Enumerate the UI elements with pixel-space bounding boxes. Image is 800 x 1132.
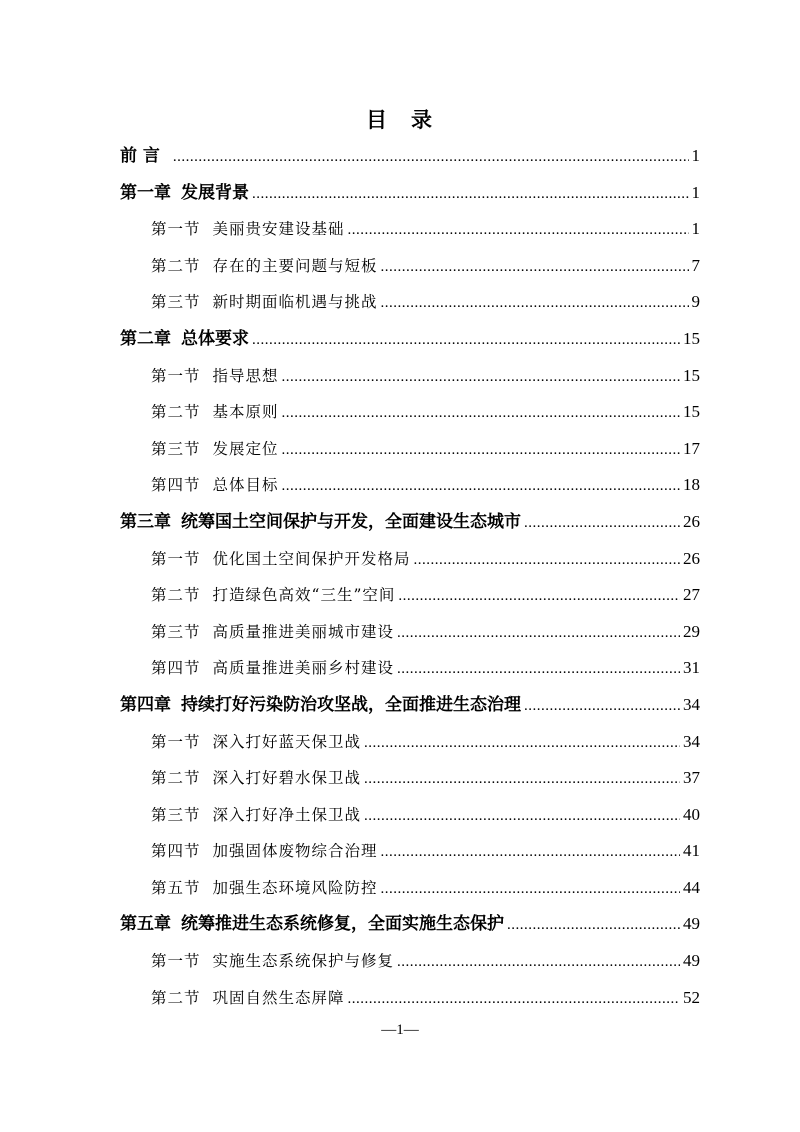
toc-entry-prefix: 第五节: [151, 878, 201, 897]
toc-dot-leader: [381, 834, 680, 871]
toc-chapter-entry[interactable]: [120, 138, 700, 175]
toc-entry-prefix: 第三节: [151, 622, 201, 641]
toc-dot-leader: [364, 798, 680, 835]
toc-section-entry[interactable]: [120, 394, 700, 431]
toc-entry-text: 高质量推进美丽乡村建设: [212, 659, 395, 678]
toc-page-number: 26: [683, 548, 700, 568]
toc-entry-label: [151, 577, 395, 614]
toc-page-number: 18: [683, 475, 700, 495]
toc-entry-label: [120, 906, 504, 943]
toc-section-entry[interactable]: [120, 248, 700, 285]
toc-entry-prefix: 第二节: [151, 256, 201, 275]
toc-entry-label: [151, 248, 378, 285]
toc-page-number: 1: [691, 182, 700, 202]
toc-section-entry[interactable]: [120, 467, 700, 504]
toc-entry-label: [151, 943, 394, 980]
toc-page-number: 1: [691, 219, 700, 239]
toc-page-number: 17: [683, 438, 700, 458]
toc-page-number: 31: [683, 658, 700, 678]
toc-entry-prefix: 第三节: [151, 439, 201, 458]
toc-chapter-entry[interactable]: [120, 687, 700, 724]
toc-dot-leader: [381, 285, 689, 322]
toc-page-number: 9: [691, 292, 700, 312]
toc-entry-text: 高质量推进美丽城市建设: [212, 622, 395, 641]
toc-page-number: 49: [683, 951, 700, 971]
toc-entry-label: [151, 614, 394, 651]
toc-entry-prefix: 第二节: [151, 769, 201, 788]
toc-dot-leader: [348, 981, 680, 1018]
toc-entry-label: [151, 541, 411, 578]
toc-entry-prefix: 第一节: [151, 366, 201, 385]
toc-page-number: 34: [683, 731, 700, 751]
toc-section-entry[interactable]: [120, 760, 700, 797]
toc-page-number: 49: [683, 914, 700, 934]
toc-chapter-entry[interactable]: [120, 504, 700, 541]
toc-entry-text: 总体目标: [212, 476, 279, 495]
toc-entry-prefix: 第四节: [151, 842, 201, 861]
toc-page-number: 40: [683, 804, 700, 824]
toc-dot-leader: [524, 505, 680, 542]
toc-section-entry[interactable]: [120, 980, 700, 1017]
toc-entry-prefix: 第二节: [151, 988, 201, 1007]
toc-page-number: 29: [683, 621, 700, 641]
toc-page-number: 34: [683, 694, 700, 714]
toc-page-number: 15: [683, 365, 700, 385]
toc-entry-text: 巩固自然生态屏障: [212, 988, 345, 1007]
toc-entry-label: [151, 431, 279, 468]
toc-entry-prefix: 第四节: [151, 659, 201, 678]
toc-entry-label: [151, 980, 345, 1017]
toc-entry-label: [151, 724, 361, 761]
toc-dot-leader: [364, 761, 680, 798]
toc-dot-leader: [282, 468, 680, 505]
toc-title: [0, 104, 800, 134]
table-of-contents: [120, 138, 700, 1016]
toc-entry-text: 深入打好净土保卫战: [212, 805, 362, 824]
toc-section-entry[interactable]: [120, 797, 700, 834]
toc-entry-label: [151, 394, 279, 431]
toc-section-entry[interactable]: [120, 358, 700, 395]
toc-page-number: 1: [691, 146, 700, 165]
toc-dot-leader: [282, 395, 680, 432]
toc-entry-label: [120, 175, 249, 212]
toc-page-number: 44: [683, 877, 700, 897]
toc-section-entry[interactable]: [120, 724, 700, 761]
toc-title-part2: 录: [411, 108, 434, 132]
toc-entry-text: 存在的主要问题与短板: [212, 256, 378, 275]
toc-chapter-entry[interactable]: [120, 321, 700, 358]
toc-dot-leader: [397, 615, 680, 652]
toc-entry-label: [151, 833, 378, 870]
toc-dot-leader: [381, 871, 680, 908]
toc-title-part1: 目: [366, 108, 389, 132]
toc-dot-leader: [397, 651, 680, 688]
toc-entry-prefix: 第三节: [151, 805, 201, 824]
toc-entry-prefix: 第四节: [151, 476, 201, 495]
toc-entry-label: [120, 138, 170, 175]
toc-entry-prefix: 第五章: [120, 914, 171, 935]
toc-entry-label: [151, 284, 378, 321]
toc-section-entry[interactable]: [120, 431, 700, 468]
toc-entry-label: [120, 687, 521, 724]
toc-chapter-entry[interactable]: [120, 175, 700, 212]
toc-dot-leader: [507, 907, 680, 944]
toc-entry-prefix: 第一节: [151, 952, 201, 971]
toc-entry-text: 持续打好污染防治攻坚战，全面推进生态治理: [181, 694, 521, 715]
toc-entry-label: [151, 870, 378, 907]
toc-entry-prefix: 第一章: [120, 182, 171, 203]
toc-entry-prefix: 第一节: [151, 549, 201, 568]
toc-entry-text: 优化国土空间保护开发格局: [212, 549, 411, 568]
toc-dot-leader: [282, 359, 680, 396]
toc-entry-text: 统筹国土空间保护与开发，全面建设生态城市: [181, 511, 521, 532]
toc-section-entry[interactable]: [120, 614, 700, 651]
toc-dot-leader: [252, 322, 680, 359]
toc-entry-text: 基本原则: [212, 403, 279, 422]
toc-dot-leader: [524, 688, 680, 725]
toc-section-entry[interactable]: [120, 833, 700, 870]
toc-entry-text: 打造绿色高效“三生”空间: [212, 586, 396, 605]
toc-dot-leader: [252, 176, 689, 213]
toc-entry-prefix: 第一节: [151, 732, 201, 751]
toc-dot-leader: [397, 944, 680, 981]
toc-section-entry[interactable]: [120, 650, 700, 687]
toc-entry-text: 深入打好碧水保卫战: [212, 769, 362, 788]
toc-dot-leader: [282, 432, 680, 469]
toc-section-entry[interactable]: [120, 284, 700, 321]
toc-dot-leader: [348, 212, 689, 249]
toc-entry-text: 深入打好蓝天保卫战: [212, 732, 362, 751]
toc-section-entry[interactable]: [120, 541, 700, 578]
toc-dot-leader: [364, 725, 680, 762]
toc-dot-leader: [173, 139, 689, 176]
toc-page-number: 26: [683, 511, 700, 531]
toc-dot-leader: [414, 542, 680, 579]
toc-entry-prefix: 第一节: [151, 220, 201, 239]
toc-page-number: 15: [683, 328, 700, 348]
toc-page-number: 15: [683, 402, 700, 422]
toc-entry-text: 加强固体废物综合治理: [212, 842, 378, 861]
toc-entry-prefix: 第四章: [120, 694, 171, 715]
toc-section-entry[interactable]: [120, 943, 700, 980]
toc-chapter-entry[interactable]: [120, 906, 700, 943]
toc-entry-prefix: 第二节: [151, 586, 201, 605]
toc-entry-label: [151, 650, 394, 687]
toc-entry-text: 实施生态系统保护与修复: [212, 952, 395, 971]
toc-page-number: 37: [683, 768, 700, 788]
toc-entry-text: 发展背景: [181, 182, 249, 203]
toc-entry-label: [120, 321, 249, 358]
toc-entry-text: 发展定位: [212, 439, 279, 458]
page-number-footer: —1—: [381, 1022, 419, 1038]
toc-page-number: 41: [683, 841, 700, 861]
toc-entry-label: [151, 467, 279, 504]
toc-section-entry[interactable]: [120, 870, 700, 907]
toc-page-number: 52: [683, 987, 700, 1007]
toc-entry-prefix: 前 言: [120, 146, 160, 166]
toc-entry-label: [120, 504, 521, 541]
toc-entry-prefix: 第三节: [151, 293, 201, 312]
toc-entry-text: 统筹推进生态系统修复，全面实施生态保护: [181, 914, 504, 935]
toc-entry-prefix: 第二节: [151, 403, 201, 422]
toc-page-number: 27: [683, 585, 700, 605]
toc-entry-prefix: 第二章: [120, 328, 171, 349]
toc-entry-text: 美丽贵安建设基础: [212, 220, 345, 239]
toc-page-number: 7: [691, 255, 700, 275]
toc-entry-prefix: 第三章: [120, 511, 171, 532]
toc-entry-text: 新时期面临机遇与挑战: [212, 293, 378, 312]
toc-entry-text: 总体要求: [181, 328, 249, 349]
toc-entry-label: [151, 358, 279, 395]
toc-entry-label: [151, 797, 361, 834]
toc-section-entry[interactable]: [120, 211, 700, 248]
toc-entry-text: 指导思想: [212, 366, 279, 385]
toc-entry-label: [151, 760, 361, 797]
toc-dot-leader: [381, 249, 689, 286]
toc-section-entry[interactable]: [120, 577, 700, 614]
toc-dot-leader: [398, 578, 680, 615]
toc-entry-label: [151, 211, 345, 248]
toc-entry-text: 加强生态环境风险防控: [212, 878, 378, 897]
